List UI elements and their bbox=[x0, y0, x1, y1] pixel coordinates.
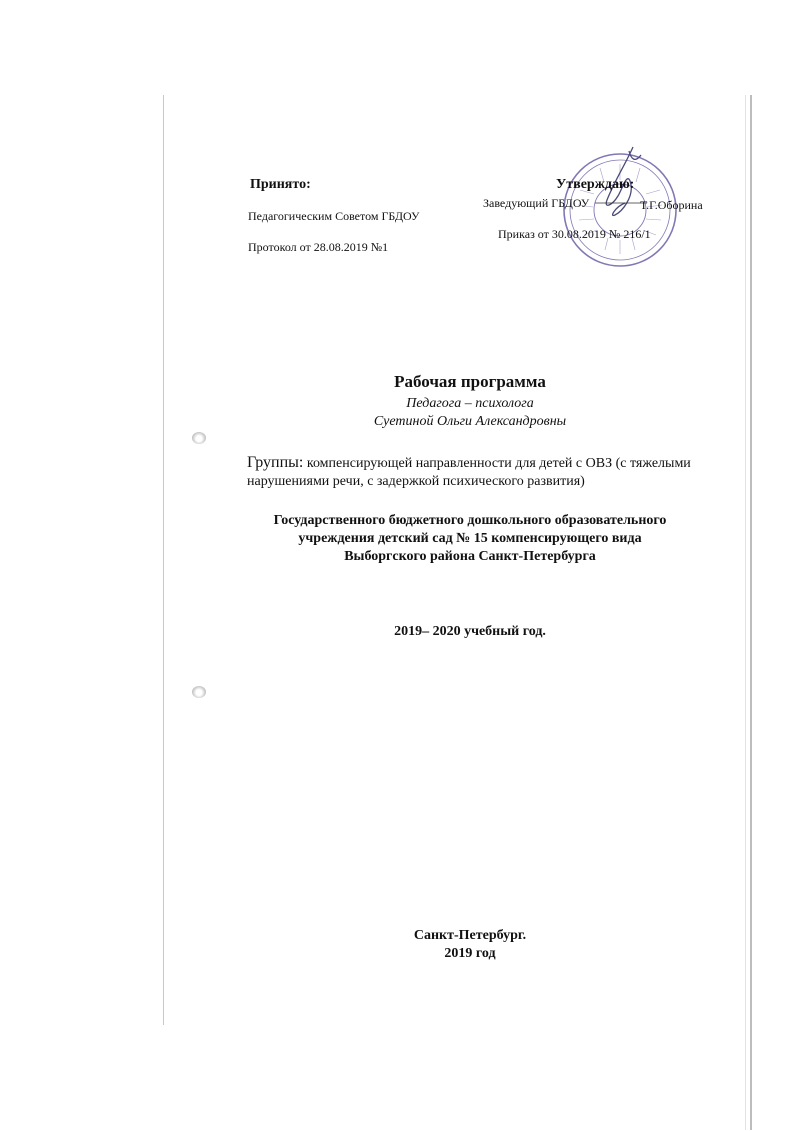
head-name: Т.Г.Оборина bbox=[640, 198, 703, 212]
approve-heading: Утверждаю: bbox=[556, 177, 635, 192]
school-year: 2019– 2020 учебный год. bbox=[394, 624, 546, 639]
binder-hole-bottom bbox=[192, 686, 206, 698]
institution-line-1: Государственного бюджетного дошкольного образовательного bbox=[273, 513, 667, 528]
groups-label: Группы: bbox=[247, 454, 304, 471]
head-label: Заведующий ГБДОУ bbox=[483, 196, 590, 210]
scan-page-edge-right-light bbox=[745, 95, 746, 1130]
institution-line-2: учреждения детский сад № 15 компенсирующего вида bbox=[298, 531, 642, 546]
footer-city: Санкт-Петербург. bbox=[413, 928, 527, 943]
position-subtitle: Педагога – психолога bbox=[406, 396, 534, 411]
groups-line-1 bbox=[247, 454, 691, 472]
groups-line-2: нарушениями речи, с задержкой психического развития) bbox=[247, 474, 585, 489]
accepted-heading: Принято: bbox=[250, 177, 311, 192]
order-text: Приказ от 30.08.2019 № 216/1 bbox=[498, 227, 651, 241]
footer-year: 2019 год bbox=[444, 946, 496, 961]
person-subtitle: Суетиной Ольги Александровны bbox=[373, 414, 567, 429]
protocol-text: Протокол от 28.08.2019 №1 bbox=[248, 240, 389, 254]
document-title: Рабочая программа bbox=[394, 372, 546, 391]
council-text: Педагогическим Советом ГБДОУ bbox=[248, 209, 420, 223]
groups-text-1: компенсирующей направленности для детей с ОВЗ (с тяжелыми bbox=[303, 456, 691, 471]
scan-page-edge-right bbox=[750, 95, 752, 1130]
institution-line-3: Выборгского района Санкт-Петербурга bbox=[344, 549, 596, 564]
binder-hole-top bbox=[192, 432, 206, 444]
